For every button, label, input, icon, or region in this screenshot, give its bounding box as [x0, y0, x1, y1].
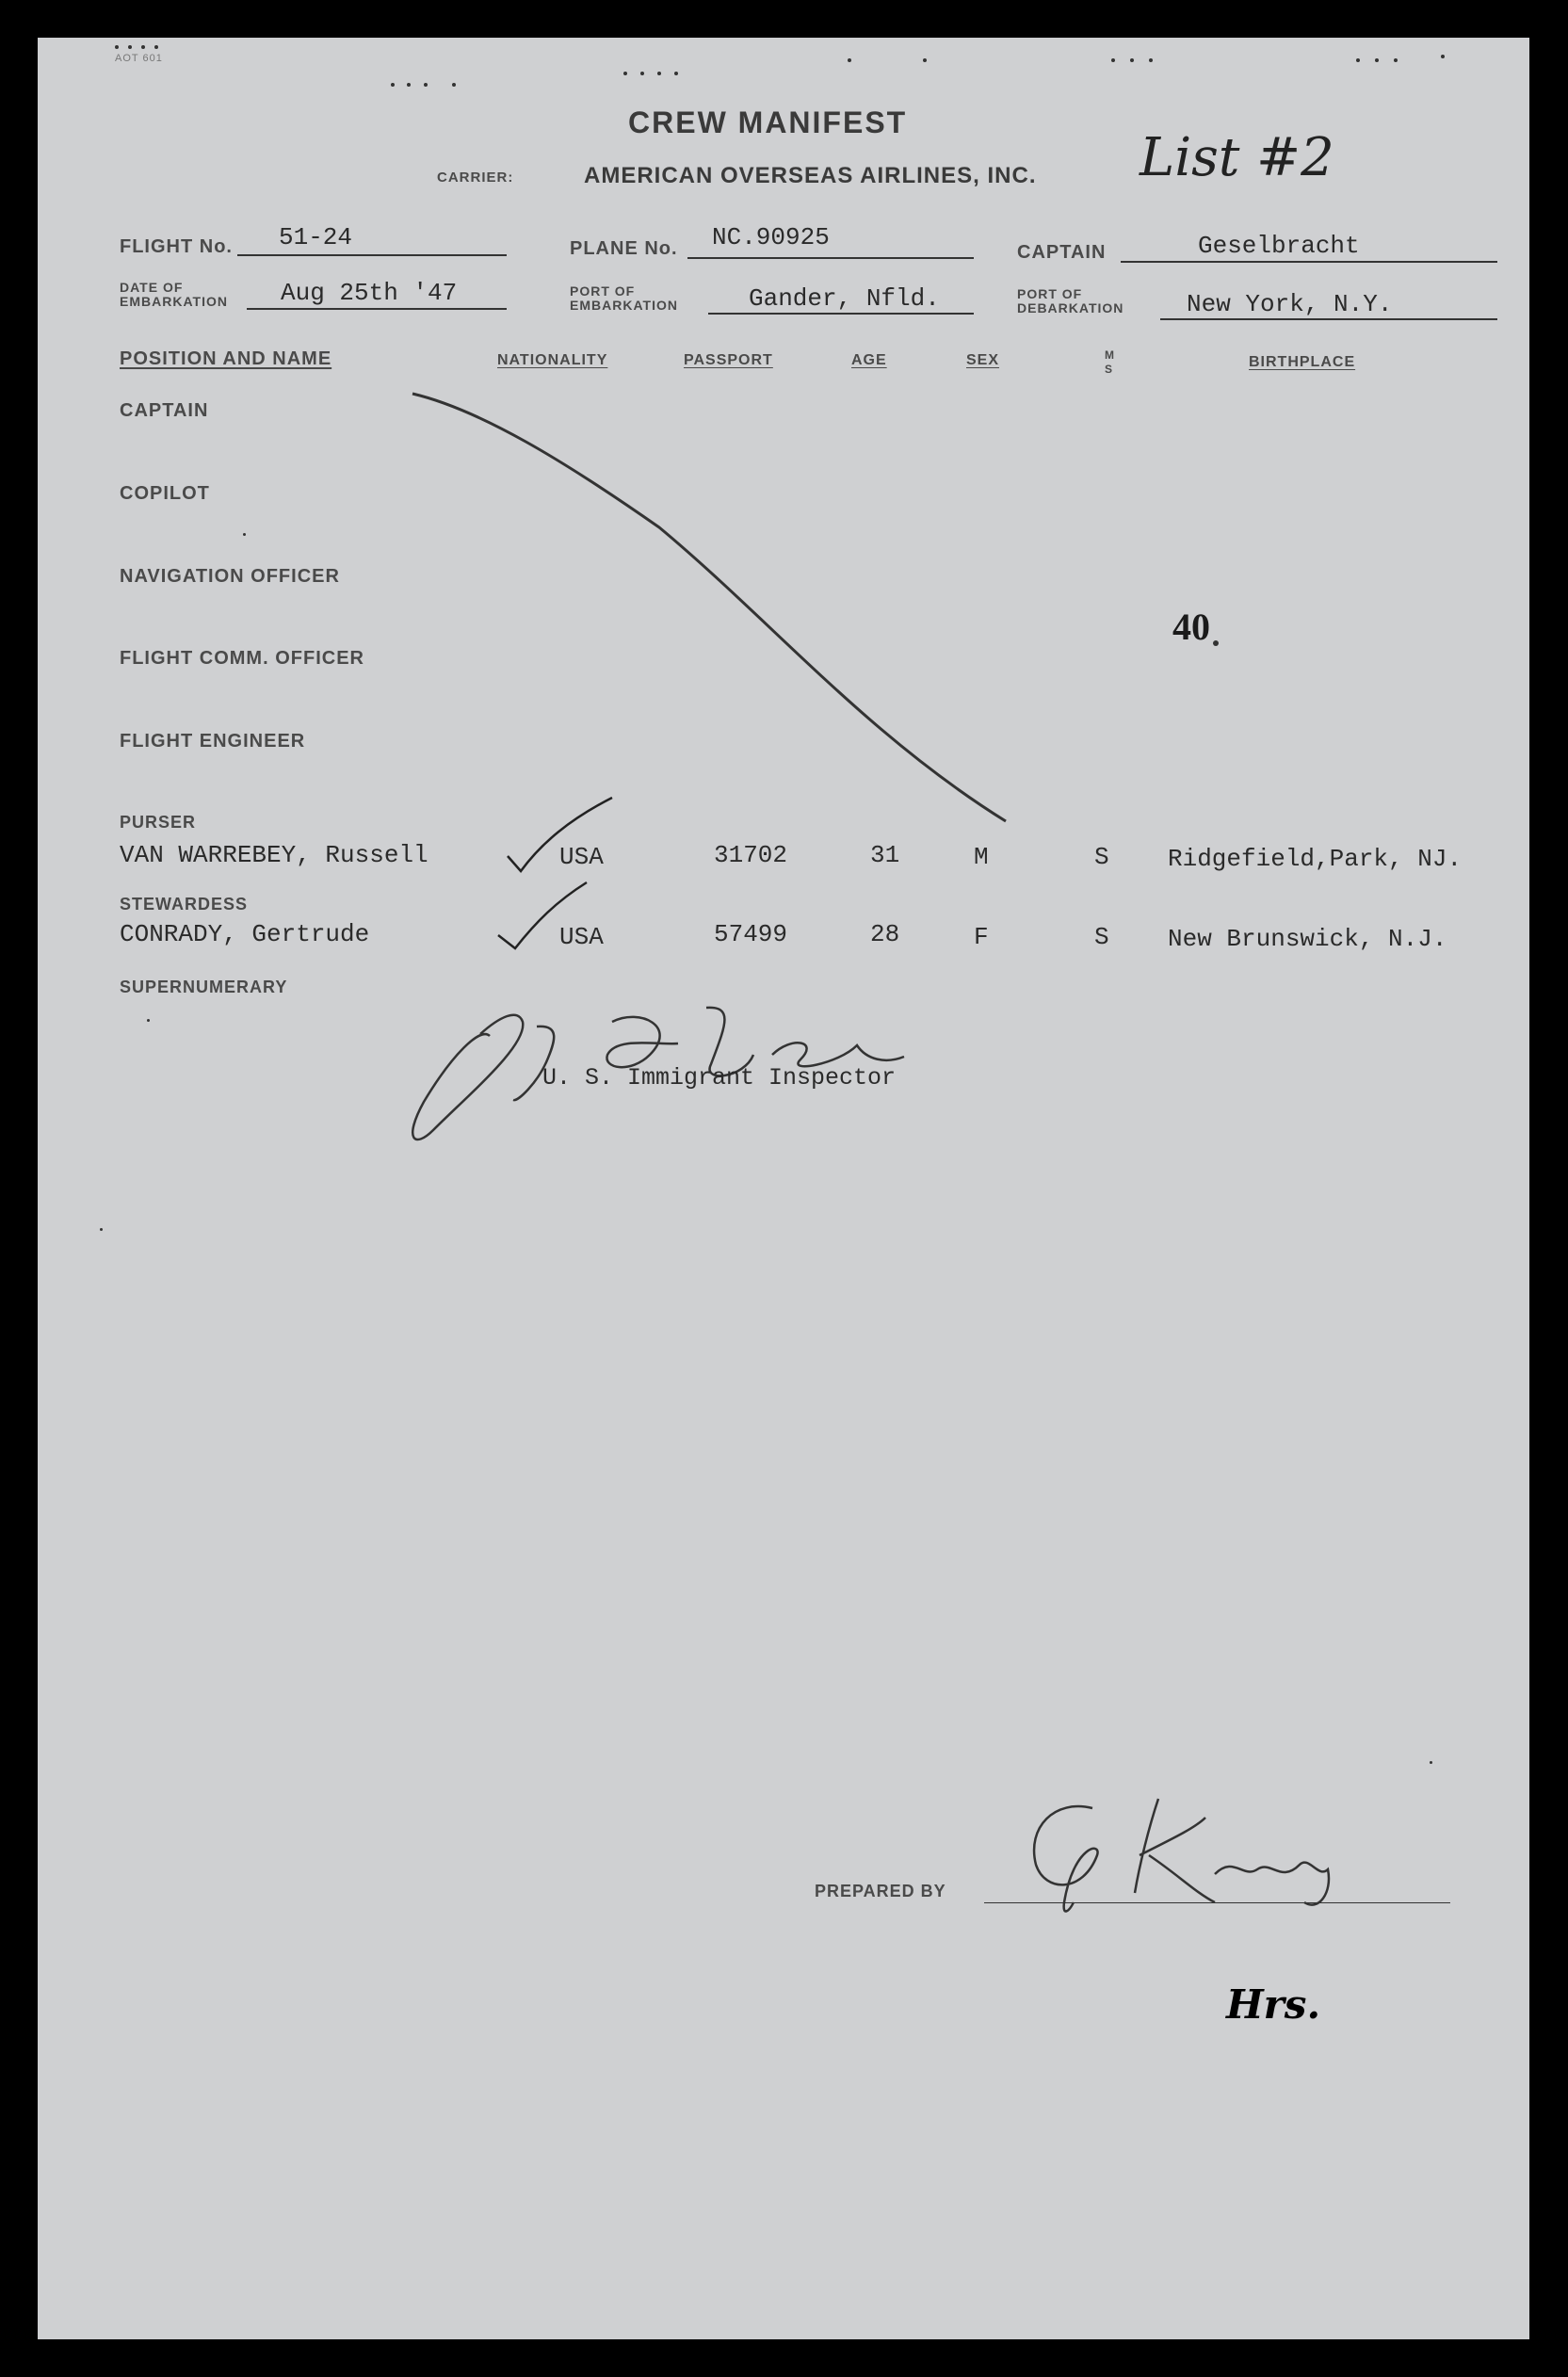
captain-field-label: CAPTAIN — [1017, 242, 1107, 263]
carrier-label: CARRIER: — [437, 170, 514, 186]
plane-label: PLANE No. — [570, 238, 678, 259]
position-supernumerary: SUPERNUMERARY — [120, 978, 288, 996]
flight-label: FLIGHT No. — [120, 236, 233, 257]
speck — [147, 1019, 150, 1022]
hours-note: Hrs. — [1226, 1981, 1321, 2028]
prepared-by-label: PREPARED BY — [815, 1882, 946, 1900]
inspector-title: U. S. Immigrant Inspector — [542, 1064, 897, 1091]
col-age: AGE — [851, 352, 887, 368]
crew-age: 31 — [870, 841, 900, 869]
port-embarkation: Gander, Nfld. — [749, 284, 940, 313]
crew-marital: S — [1094, 843, 1109, 871]
ink-dot — [1213, 640, 1219, 646]
page-title: CREW MANIFEST — [628, 105, 908, 139]
embarkation-date: Aug 25th '47 — [281, 279, 458, 307]
speck — [100, 1228, 103, 1231]
col-nationality: NATIONALITY — [497, 352, 608, 368]
plane-number: NC.90925 — [712, 223, 830, 251]
manifest-sheet — [38, 38, 1529, 2339]
position-flight-engineer: FLIGHT ENGINEER — [120, 731, 306, 752]
position-copilot: COPILOT — [120, 483, 210, 504]
crew-nationality: USA — [559, 843, 604, 871]
port-debarkation-label: PORT OF DEBARKATION — [1017, 286, 1124, 315]
col-passport: PASSPORT — [684, 352, 773, 368]
crew-name: CONRADY, Gertrude — [120, 920, 370, 948]
date-label: DATE OF EMBARKATION — [120, 280, 228, 309]
crew-sex: M — [974, 843, 989, 871]
crew-name: VAN WARREBEY, Russell — [120, 841, 428, 869]
form-code: AOT 601 — [115, 53, 163, 64]
captain-name: Geselbracht — [1198, 232, 1360, 260]
col-ms-bottom: S — [1105, 363, 1114, 376]
position-captain: CAPTAIN — [120, 400, 209, 421]
crew-birthplace: New Brunswick, N.J. — [1168, 925, 1447, 953]
crew-age: 28 — [870, 920, 900, 948]
crew-birthplace: Ridgefield,Park, NJ. — [1168, 845, 1463, 873]
flight-number: 51-24 — [279, 223, 353, 251]
position-purser: PURSER — [120, 813, 197, 832]
position-stewardess: STEWARDESS — [120, 895, 249, 914]
speck — [1430, 1761, 1432, 1764]
col-sex: SEX — [966, 352, 1000, 368]
carrier-name: AMERICAN OVERSEAS AIRLINES, INC. — [584, 163, 1037, 188]
crew-sex: F — [974, 923, 989, 951]
crew-nationality: USA — [559, 923, 604, 951]
port-debarkation: New York, N.Y. — [1187, 290, 1393, 318]
col-position: POSITION AND NAME — [120, 348, 332, 369]
position-navigation: NAVIGATION OFFICER — [120, 566, 340, 587]
crew-passport: 57499 — [714, 920, 788, 948]
speck — [243, 533, 246, 536]
col-birthplace: BIRTHPLACE — [1249, 354, 1356, 370]
crew-passport: 31702 — [714, 841, 788, 869]
stamp-number: 40 — [1172, 606, 1210, 648]
port-embarkation-label: PORT OF EMBARKATION — [570, 283, 678, 313]
preparer-signature-icon — [1017, 1789, 1356, 1921]
crew-marital: S — [1094, 923, 1109, 951]
position-flight-comm: FLIGHT COMM. OFFICER — [120, 648, 364, 669]
handwritten-list-note: List #2 — [1140, 127, 1334, 188]
check-mark-icon — [494, 881, 607, 965]
check-mark-icon — [504, 796, 617, 881]
col-ms-top: M — [1105, 348, 1115, 362]
